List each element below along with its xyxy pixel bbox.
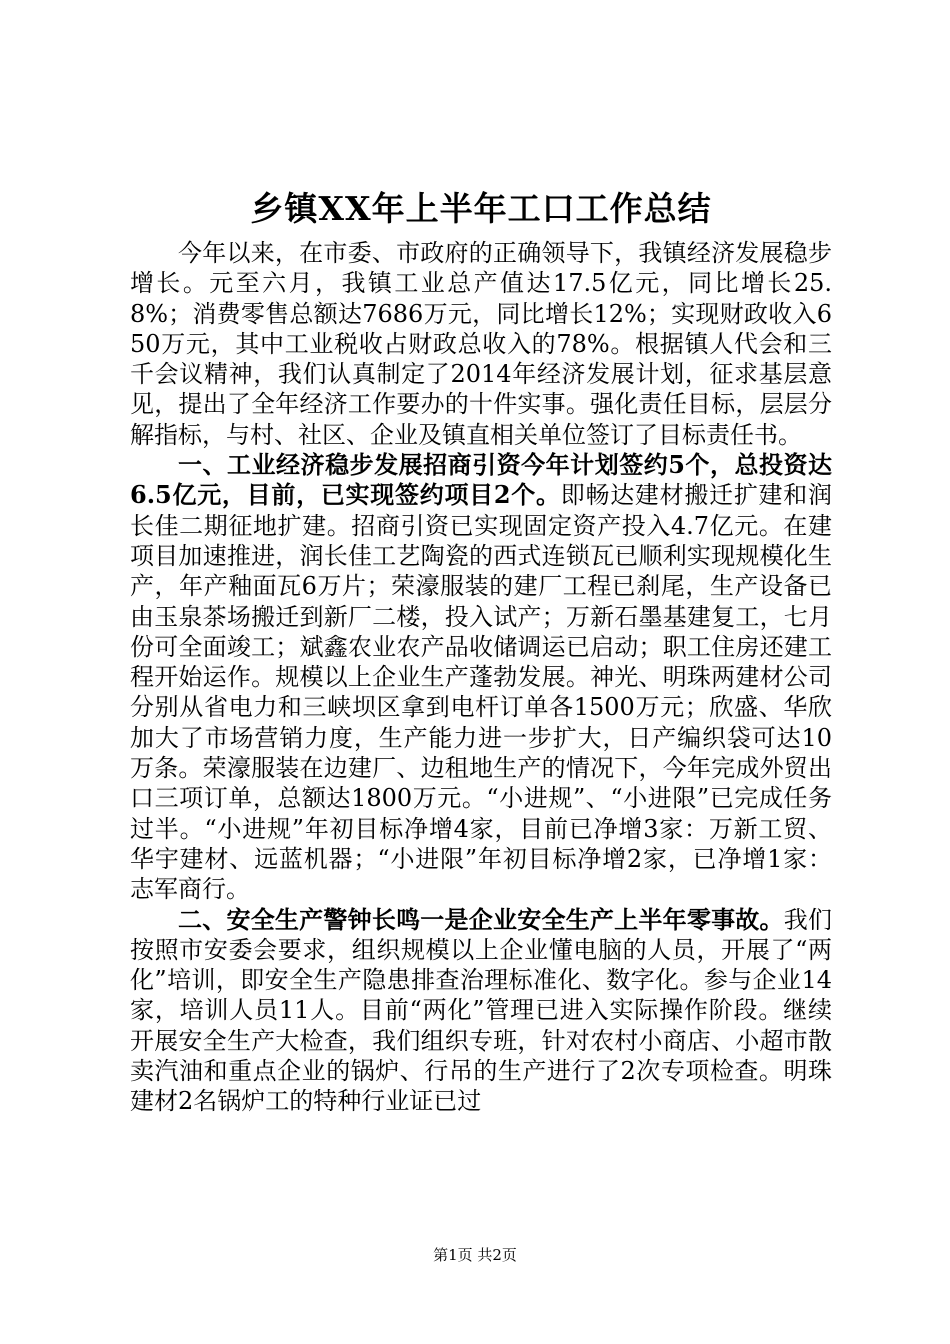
paragraph-text: 今年以来，在市委、市政府的正确领导下，我镇经济发展稳步增长。元至六月，我镇工业总产值达17.5亿元，同比增长25.8%；消费零售总额达7686万元，同比增长12%；实现财政收入650万元，其中工业税收占财政总收入的78%。根据镇人代会和三千会议精神，我们认真制定了2014年经济发展计划，征求基层意见，提出了全年经济工作要办的十件实事。强化责任目标，层层分解指标，与村、社区、企业及镇直相关单位签订了目标责任书。 bbox=[130, 239, 832, 449]
document-title: 乡镇XX年上半年工口工作总结 bbox=[250, 189, 712, 228]
paragraph-safety-production bbox=[130, 905, 832, 1117]
paragraph-text: 我们按照市安委会要求，组织规模以上企业懂电脑的人员，开展了“两化”培训，即安全生产隐患排查治理标准化、数字化。参与企业14家，培训人员11人。目前“两化”管理已进入实际操作阶段。继续开展安全生产大检查，我们组织专班，针对农村小商店、小超市散卖汽油和重点企业的锅炉、行吊的生产进行了2次专项检查。明珠建材2名锅炉工的特种行业证已过 bbox=[130, 905, 833, 1116]
document-page bbox=[130, 186, 832, 1117]
section-heading-industrial-economy: 一、工业经济稳步发展招商引资今年计划签约5个，总投资达6.5亿元，目前，已实现签约项目2个。 bbox=[130, 450, 832, 510]
paragraph-intro bbox=[130, 238, 832, 450]
section-heading-safety-production: 二、安全生产警钟长鸣一是企业安全生产上半年零事故。 bbox=[178, 904, 784, 934]
paragraph-text: 即畅达建材搬迁扩建和润长佳二期征地扩建。招商引资已实现固定资产投入4.7亿元。在建项目加速推进，润长佳工艺陶瓷的西式连锁瓦已顺利实现规模化生产，年产釉面瓦6万片；荣濠服装的建厂工程已刹尾，生产设备已由玉泉茶场搬迁到新厂二楼，投入试产；万新石墨基建复工，七月份可全面竣工；斌鑫农业农产品收储调运已启动；职工住房还建工程开始运作。规模以上企业生产蓬勃发展。神光、明珠两建材公司分别从省电力和三峡坝区拿到电杆订单各1500万元；欣盛、华欣加大了市场营销力度，生产能力进一步扩大，日产编织袋可达10万条。荣濠服装在边建厂、边租地生产的情况下，今年完成外贸出口三项订单，总额达1800万元。“小进规”、“小进限”已完成任务过半。“小进规”年初目标净增4家，目前已净增3家：万新工贸、华宇建材、远蓝机器；“小进限”年初目标净增2家，已净增1家：志军商行。 bbox=[130, 481, 833, 904]
page-number-footer: 第1页 共2页 bbox=[433, 1246, 517, 1264]
paragraph-industrial-economy bbox=[130, 450, 832, 904]
